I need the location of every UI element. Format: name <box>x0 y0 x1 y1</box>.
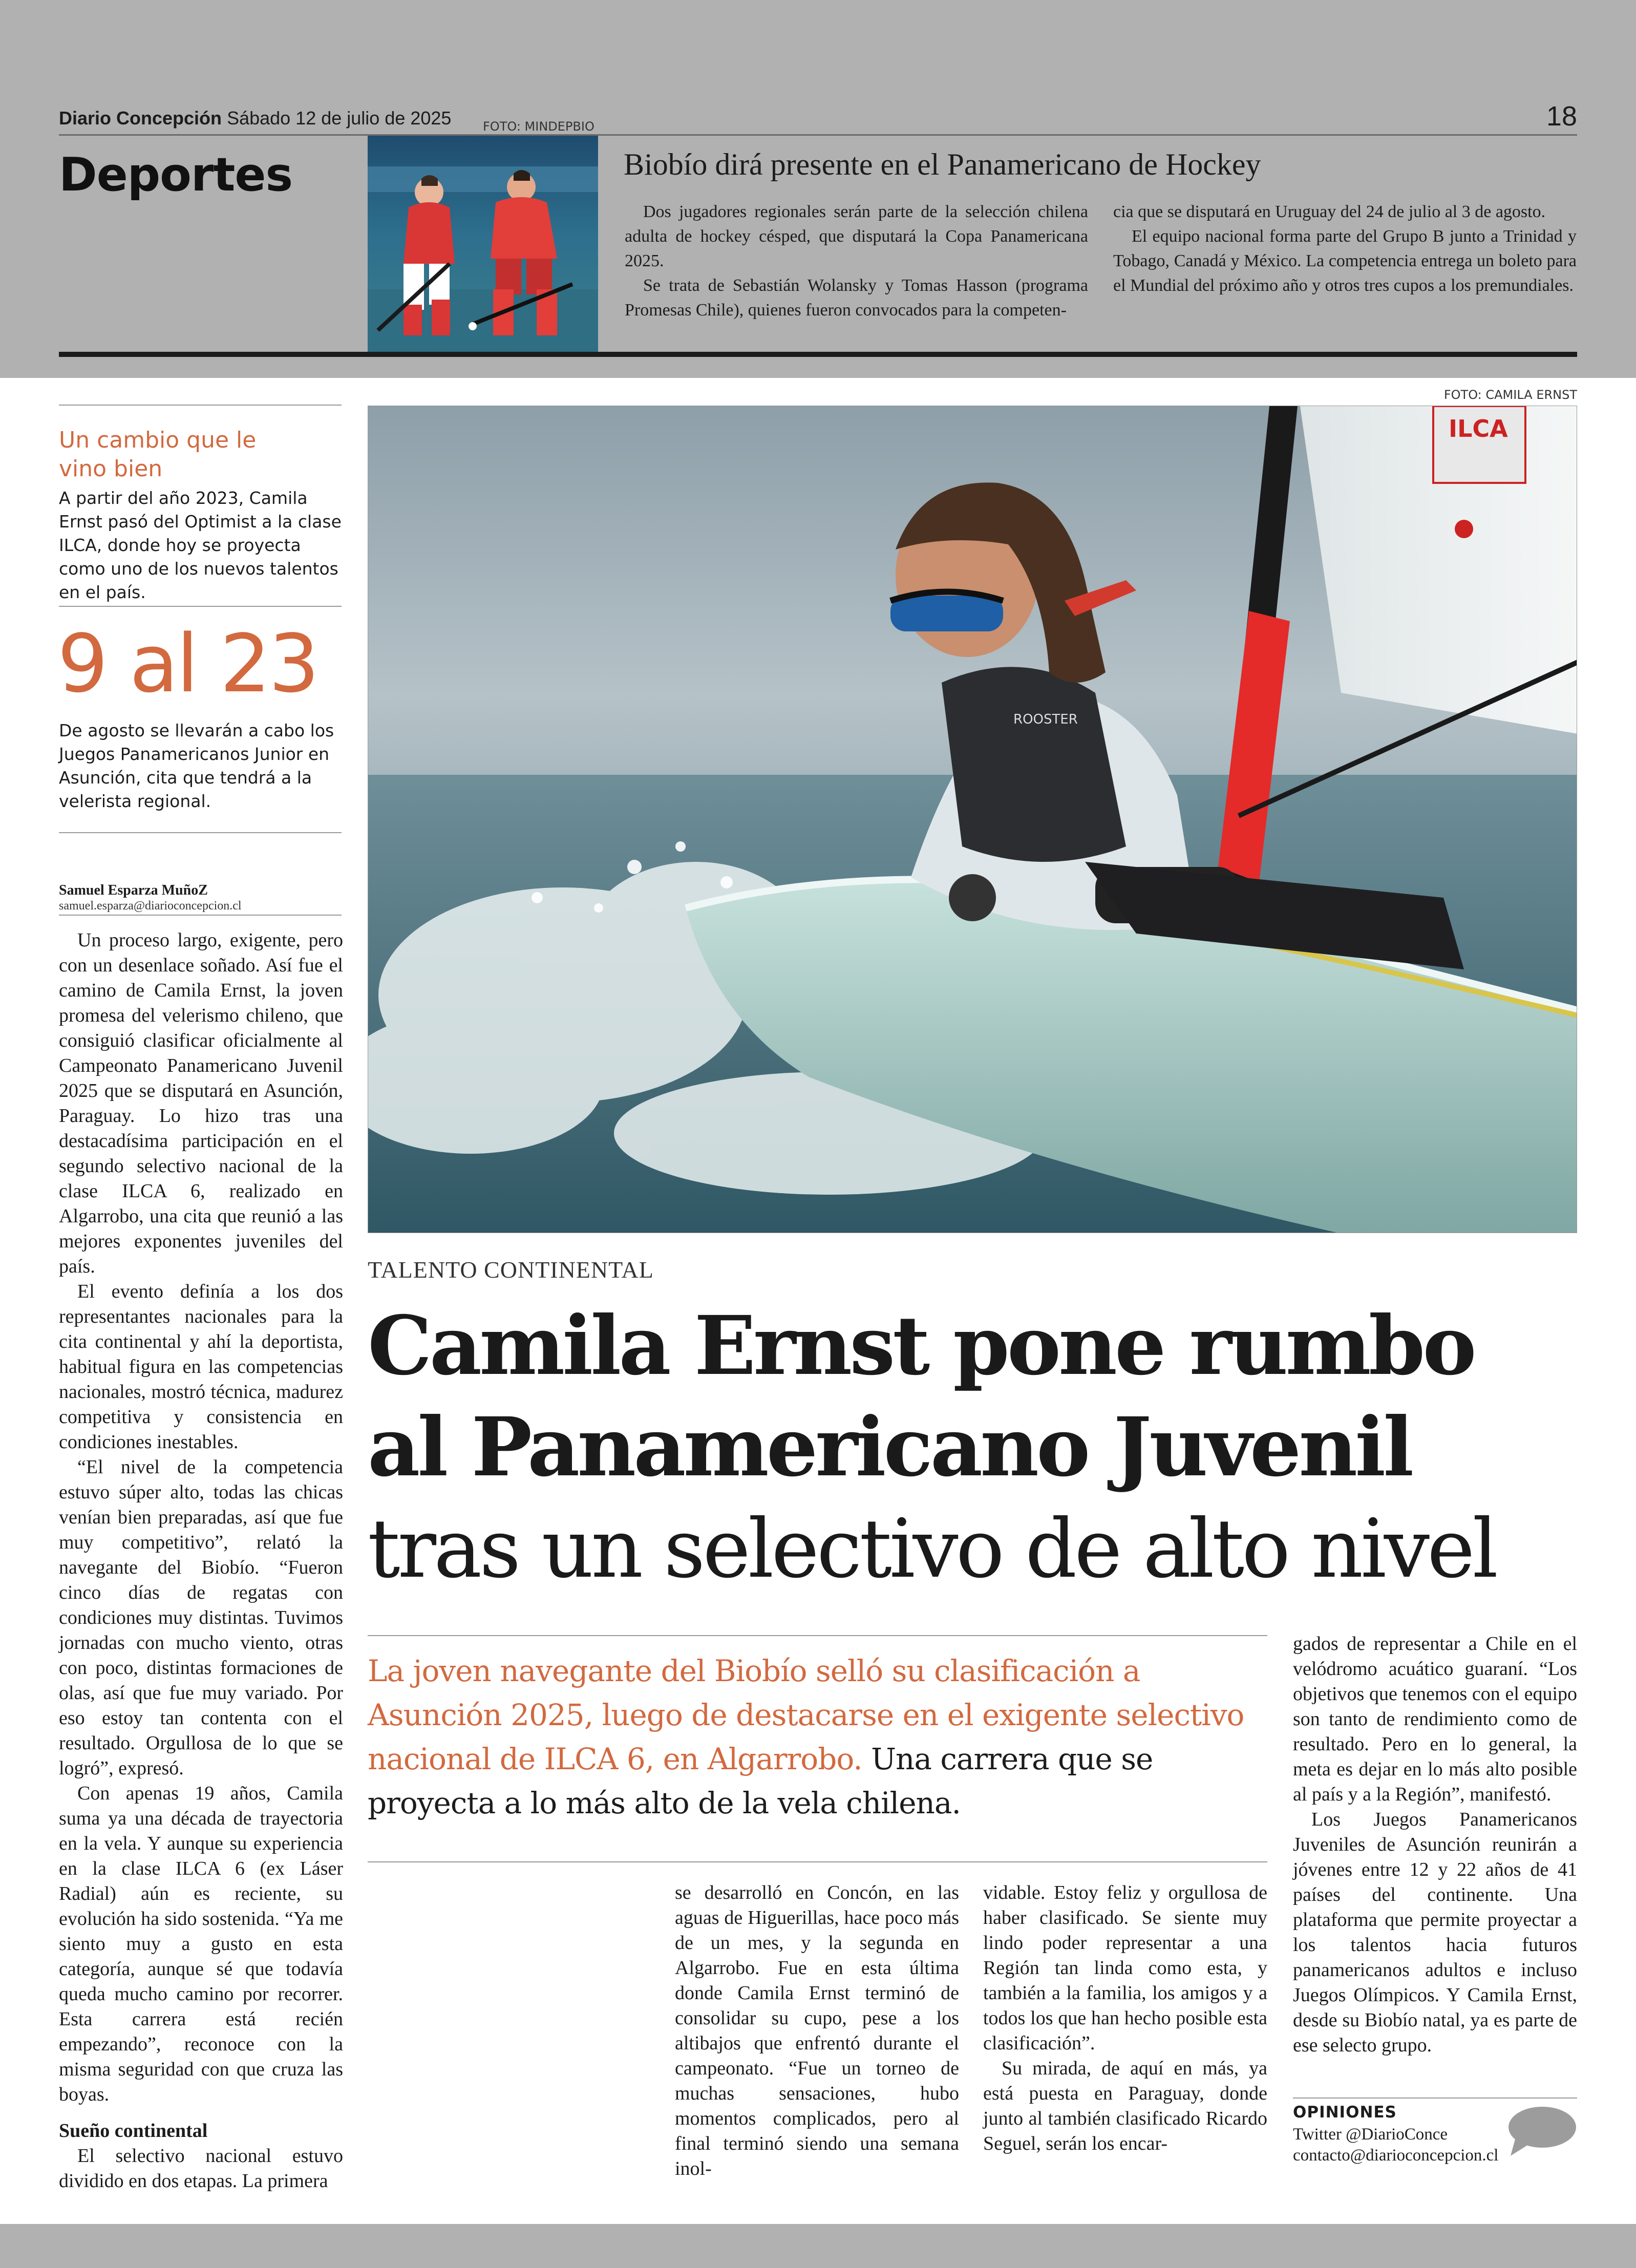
col4-paragraph-2: Los Juegos Panamericanos Juveniles de Asunción reunirán a jóvenes entre 12 y 22 años de 41 países del continente. Una plataforma que permite proyectar a los talentos hacia futuros panamericanos adultos e incluso Juegos Olímpicos. Y Camila Ernst, desde su Biobío natal, ya es parte de ese selecto grupo. <box>1293 1809 1577 2056</box>
lead-dark: Una carrera que se proyecta a lo más alto de la vela chilena. <box>368 1742 1153 1820</box>
sidebar-box1-title: Un cambio que le vino bien <box>59 427 257 482</box>
sidebar-box1-text: A partir del año 2023, Camila Ernst pasó del Optimist a la clase ILCA, donde hoy se proyecta como uno de los nuevos talentos en el país. <box>59 488 342 602</box>
article-column-1 <box>59 928 343 2192</box>
article-kicker: TALENTO CONTINENTAL <box>368 1257 654 1283</box>
sidebar-rule-top <box>59 405 342 406</box>
main-photo <box>368 406 1577 1233</box>
masthead-line <box>59 105 550 131</box>
opinions-rule <box>1293 2097 1577 2099</box>
section-title: Deportes <box>59 148 293 202</box>
opinions-twitter: Twitter @DiarioConce <box>1293 2125 1448 2144</box>
article-headline <box>368 1296 1577 1603</box>
sail-logo: ILCA <box>1449 415 1508 442</box>
col1-paragraph-2: El evento definía a los dos representantes nacionales para la cita continental y ahí la deportista, habitual figura en las competencias nacionales, mostró técnica, madurez competitiva y consistencia en condiciones inestables. <box>59 1281 343 1453</box>
hockey-col2-p1: cia que se disputará en Uruguay del 24 de julio al 3 de agosto. <box>1113 202 1546 221</box>
sidebar-rule-bottom <box>59 832 342 833</box>
headline-regular: tras un selectivo de alto nivel <box>368 1502 1496 1596</box>
article-lead <box>368 1649 1267 1838</box>
article-column-4 <box>1293 1631 1577 2092</box>
article-column-3 <box>983 1880 1267 2167</box>
hockey-col1-p2: Se trata de Sebastián Wolansky y Tomas Hasson (programa Promesas Chile), quienes fueron convocados para la competen- <box>625 276 1088 320</box>
publication-name: Diario Concepción <box>59 108 222 129</box>
lead-colored: La joven navegante del Biobío selló su clasificación a Asunción 2025, luego de destacarse en el exigente selectivo nacional de ILCA 6, en Algarrobo. <box>368 1654 1244 1776</box>
page-number: 18 <box>1546 101 1577 132</box>
bottom-grey-band <box>0 2224 1636 2268</box>
article-column-2 <box>675 1880 959 2179</box>
headline-bold: Camila Ernst pone rumbo al Panamericano Juvenil <box>368 1299 1474 1495</box>
sidebar-box2-text: De agosto se llevarán a cabo los Juegos Panamericanos Junior en Asunción, cita que tendrá a la velerista regional. <box>59 720 334 811</box>
sidebar-box2-number: 9 al 23 <box>57 617 317 710</box>
byline-email: samuel.esparza@diarioconcepcion.cl <box>59 899 242 913</box>
hockey-photo <box>368 136 598 353</box>
publication-date: Sábado 12 de julio de 2025 <box>227 108 452 129</box>
hockey-text-col1 <box>625 200 1088 328</box>
main-photo-credit: FOTO: CAMILA ERNST <box>1443 388 1577 402</box>
col3-paragraph-2: Su mirada, de aquí en más, ya está puesta en Paraguay, donde junto al también clasificado Ricardo Seguel, serán los encar- <box>983 2058 1267 2154</box>
col1-paragraph-5: El selectivo nacional estuvo dividido en dos etapas. La primera <box>59 2145 343 2192</box>
byline-author: Samuel Esparza MuñoZ <box>59 882 208 898</box>
sidebar-rule-mid <box>59 606 342 607</box>
header-rule <box>59 134 1577 136</box>
hockey-col2-p2: El equipo nacional forma parte del Grupo B junto a Trinidad y Tobago, Canadá y México. La competencia entrega un boleto para el Mundial del próximo año y otros tres cupos a los premundiales. <box>1113 227 1577 295</box>
col1-paragraph-4: Con apenas 19 años, Camila suma ya una década de trayectoria en la vela. Y aunque su experiencia en la clase ILCA 6 (ex Láser Radial) aún es reciente, su evolución ha sido sostenida. “Ya me siento muy a gusto en esta categoría, aunque sé que todavía queda mucho camino por recorrer. Esta carrera está recién empezando”, reconoce con la misma seguridad con que cruza las boyas. <box>59 1783 343 2105</box>
hockey-col1-p1: Dos jugadores regionales serán parte de la selección chilena adulta de hockey césped, que disputará la Copa Panamericana 2025. <box>625 202 1088 270</box>
opinions-label: OPINIONES <box>1293 2103 1397 2122</box>
speech-bubble-icon <box>1505 2106 1577 2157</box>
vest-logo: ROOSTER <box>1013 712 1078 727</box>
article-subhead: Sueño continental <box>59 2120 208 2142</box>
opinions-email: contacto@diarioconcepcion.cl <box>1293 2146 1499 2165</box>
col2-paragraph-1: se desarrolló en Concón, en las aguas de Higuerillas, hace poco más de un mes, y la segunda en Algarrobo. Fue en esta última donde Camila Ernst terminó de consolidar su cupo, pese a los altibajos que enfrentó durante el campeonato. “Fue un torneo de muchas sensaciones, hubo momentos complicados, pero al final terminó siendo una semana inol- <box>675 1882 959 2179</box>
lead-rule-bottom <box>368 1861 1267 1862</box>
byline-rule <box>59 915 342 916</box>
hockey-bottom-rule <box>59 352 1577 357</box>
col4-paragraph-1: gados de representar a Chile en el velódromo acuático guaraní. “Los objetivos que tenemos con el equipo son tanto de rendimiento como de resultado. Pero en lo general, la meta es dejar en lo más alto posible al país y a la Región”, manifestó. <box>1293 1633 1577 1805</box>
hockey-photo-credit: FOTO: MINDEPBIO <box>483 119 594 134</box>
col1-paragraph-3: “El nivel de la competencia estuvo súper alto, todas las chicas venían bien preparadas, así que fue muy competitivo”, relató la navegante del Biobío. “Fueron cinco días de regatas con condiciones muy distintas. Tuvimos jornadas con mucho viento, otras con poco, distintas formaciones de olas, así que fue muy variado. Por eso estoy tan contenta con el resultado. Orgullosa de lo que se logró”, expresó. <box>59 1456 343 1779</box>
col3-paragraph-1: vidable. Estoy feliz y orgullosa de haber clasificado. Se siente muy lindo poder representar a una Región tan linda como esta, y también a la familia, los amigos y a todos los que han hecho posible esta clasificación”. <box>983 1882 1267 2054</box>
hockey-title: Biobío dirá presente en el Panamericano de Hockey <box>624 147 1261 181</box>
lead-rule-top <box>368 1635 1267 1636</box>
col1-paragraph-1: Un proceso largo, exigente, pero con un desenlace soñado. Así fue el camino de Camila Ernst, la joven promesa del velerismo chileno, que consiguió clasificar oficialmente al Campeonato Panamericano Juvenil 2025 que se disputará en Asunción, Paraguay. Lo hizo tras una destacadísima participación en el segundo selectivo nacional de la clase ILCA 6, realizado en Algarrobo, una cita que reunió a las mejores exponentes juveniles del país. <box>59 929 343 1277</box>
hockey-text-col2 <box>1113 200 1577 328</box>
